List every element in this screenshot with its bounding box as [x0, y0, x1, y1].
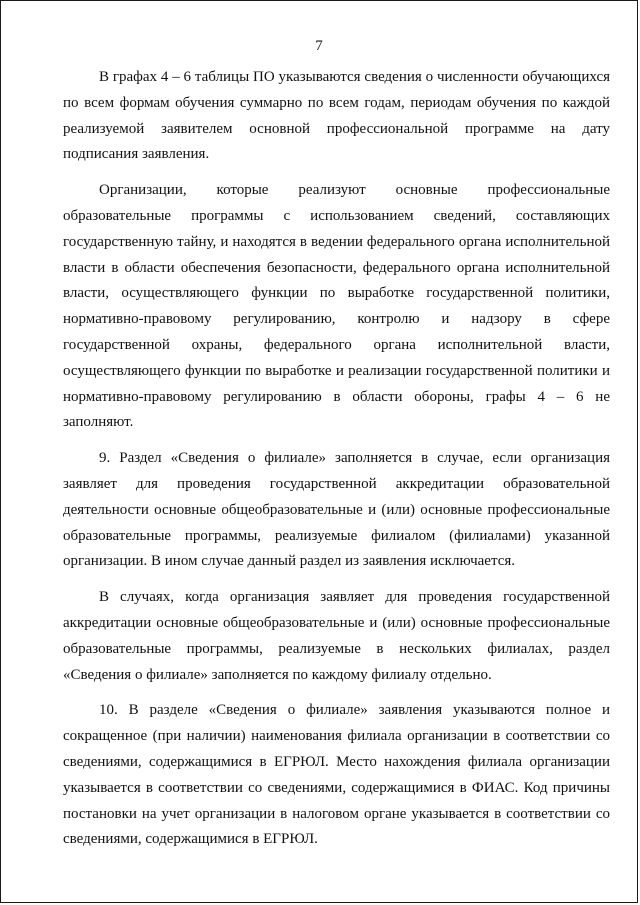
- paragraph-multiple-branches: В случаях, когда организация заявляет для проведения государственной аккредитации основные общеобразовательные и (или) основные профессиональные образовательные программы, реализуемые в нескольких филиалах, раздел «Сведения о филиале» заполняется по каждому филиалу отдельно.: [63, 589, 610, 683]
- paragraph-section-9-branch-info: 9. Раздел «Сведения о филиале» заполняется в случае, если организация заявляет для проведения государственной аккредитации образовательной деятельности основные общеобразовательные и (или) основные профессиональные образовательные программы, реализуемые филиалом (филиалами) указанной организации. В ином случае данный раздел из заявления исключается.: [63, 450, 610, 570]
- page-number: 7: [315, 38, 323, 54]
- document-body: [63, 65, 610, 863]
- paragraph-table-columns-note: В графах 4 – 6 таблицы ПО указываются сведения о численности обучающихся по всем формам обучения суммарно по всем годам, периодам обучения по каждой реализуемой заявителем основной профессиональной программе на дату подписания заявления.: [63, 69, 610, 163]
- paragraph-section-10-branch-details: 10. В разделе «Сведения о филиале» заявления указываются полное и сокращенное (при наличии) наименования филиала организации в соответствии со сведениями, содержащимися в ЕГРЮЛ. Место нахождения филиала организации указывается в соответствии со сведениями, содержащимися в ФИАС. Код причины постановки на учет организации в налоговом органе указывается в соответствии со сведениями, содержащимися в ЕГРЮЛ.: [63, 702, 610, 848]
- paragraph-classified-organizations: Организации, которые реализуют основные профессиональные образовательные программы с использованием сведений, составляющих государственную тайну, и находятся в ведении федерального органа исполнительной власти в области обеспечения безопасности, федерального органа исполнительной власти, осуществляющего функции по выработке государственной политики, нормативно-правовому регулированию, контролю и надзору в сфере государственной охраны, федерального органа исполнительной власти, осуществляющего функции по выработке и реализации государственной политики и нормативно-правовому регулированию в области обороны, графы 4 – 6 не заполняют.: [63, 182, 610, 431]
